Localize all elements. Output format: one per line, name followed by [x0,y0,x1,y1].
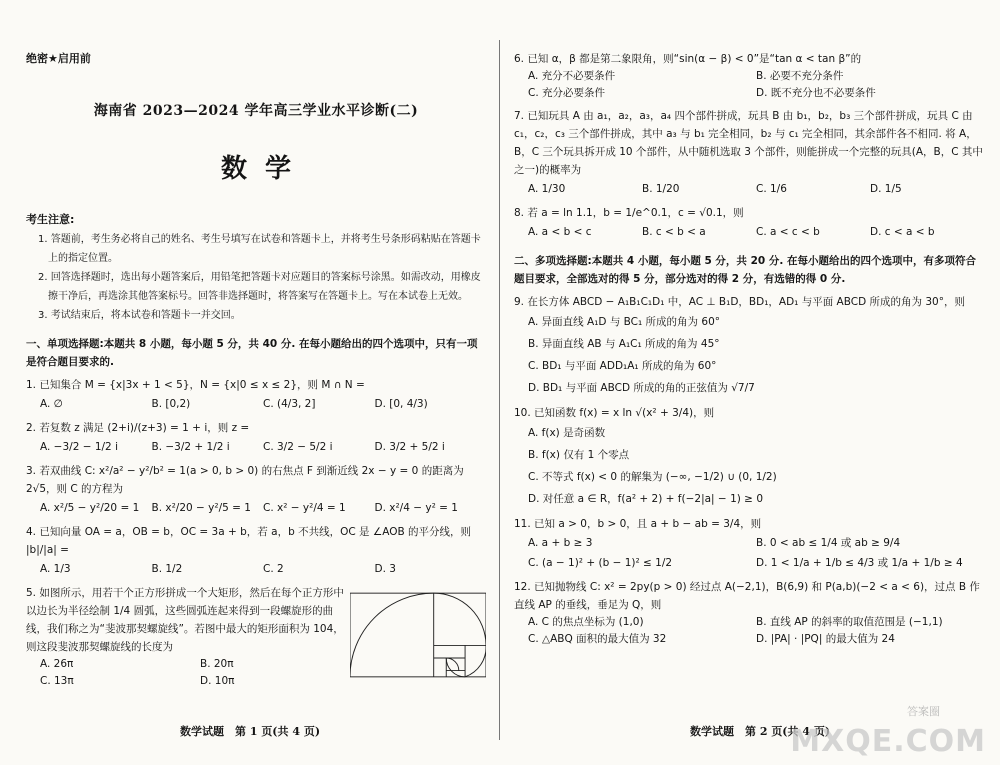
question-stem: 3. 若双曲线 C: x²/a² − y²/b² = 1(a > 0, b > 0) 的右焦点 F 到渐近线 2x − y = 0 的距离为 2√5，则 C 的方程为 [26,465,464,495]
watermark-logo: MXQE.COM [790,724,986,759]
option-a: A. a + b ≥ 3 [528,537,593,549]
confidential-label: 绝密★启用前 [26,52,91,65]
option-d: D. 1/5 [870,183,902,195]
options [26,437,486,457]
option-c: C. 2 [263,563,284,575]
option-c: C. x² − y²/4 = 1 [263,502,346,514]
option-b: B. 20π [200,658,234,670]
option-b: B. 必要不充分条件 [756,70,844,82]
watermark-caption: 答案圈 [907,705,940,718]
option-d: D. 既不充分也不必要条件 [756,87,876,99]
section-multiple-choice: 二、多项选择题:本题共 4 小题，每小题 5 分，共 20 分. 在每小题给出的四个选项中，有多项符合题目要求，全部选对的得 5 分，部分选对的得 2 分，有选错的得 0 分. [514,255,976,285]
options [514,68,984,102]
option-d: D. c < a < b [870,226,935,238]
option-b: B. 0 < ab ≤ 1/4 或 ab ≥ 9/4 [756,537,901,549]
page-footer: 数学试题 第 2 页(共 4 页) [690,725,831,738]
page-2 [500,0,1000,765]
option-c: C. (a − 1)² + (b − 1)² ≤ 1/2 [528,557,673,569]
option-b: B. 直线 AP 的斜率的取值范围是 (−1,1) [756,616,943,628]
option-c: C. △ABQ 面积的最大值为 32 [528,633,667,645]
question-stem: 7. 已知玩具 A 由 a₁，a₂，a₃，a₄ 四个部件拼成，玩具 B 由 b₁，b₂，b₃ 三个部件拼成，玩具 C 由 c₁，c₂，c₃ 三个部件拼成，其中 a₃ 与 b₁ 完全相同，b₂ 与 c₁ 完全相同，其余部件各不相同. 将 A，B，C 三个玩具拆开成 10 个部件，从中随机选取 3 个部件，则能拼成一个完整的玩具(A，B，C 其中之一)的概率为 [514,110,983,176]
option-a: A. f(x) 是奇函数 [528,427,606,439]
question-11 [514,515,984,573]
option-d: D. 10π [200,675,235,687]
option-b: B. c < b < a [642,226,706,238]
options [26,394,486,414]
option-a: A. a < b < c [528,226,592,238]
options [514,179,984,199]
question-7 [514,107,984,199]
question-10 [514,404,984,510]
question-stem: 10. 已知函数 f(x) = x ln √(x² + 3/4)，则 [514,407,715,419]
question-stem: 2. 若复数 z 满足 (2+i)/(z+3) = 1 + i，则 z = [26,422,250,434]
question-stem: 6. 已知 α，β 都是第二象限角，则“sin(α − β) < 0”是“tan α < tan β”的 [514,53,862,65]
question-2 [26,419,486,457]
option-a: A. C 的焦点坐标为 (1,0) [528,616,644,628]
question-stem: 5. 如图所示，用若干个正方形拼成一个大矩形，然后在每个正方形中以边长为半径绘制 1/4 圆弧，这些圆弧连起来得到一段螺旋形的曲线，我们称之为“斐波那契螺旋线”。若图中最大的矩形面积为 104，则这段斐波那契螺旋线的长度为 [26,587,344,653]
question-stem: 1. 已知集合 M = {x|3x + 1 < 5}，N = {x|0 ≤ x ≤ 2}，则 M ∩ N = [26,379,365,391]
option-d: D. 对任意 a ∈ R，f(a² + 2) + f(−2|a| − 1) ≥ 0 [528,493,763,505]
options [514,222,984,242]
question-4 [26,523,486,579]
notice-item: 2. 回答选择题时，选出每小题答案后，用铅笔把答题卡对应题目的答案标号涂黑。如需改动，用橡皮擦干净后，再选涂其他答案标号。回答非选择题时，将答案写在答题卡上。写在本试卷上无效。 [38,272,481,302]
option-a: A. 异面直线 A₁D 与 BC₁ 所成的角为 60° [528,316,721,328]
option-d: D. |PA| · |PQ| 的最大值为 24 [756,633,895,645]
notice-item: 3. 考试结束后，将本试卷和答题卡一并交回。 [38,310,241,321]
exam-title: 海南省 2023—2024 学年高三学业水平诊断(二) [93,103,419,119]
option-c: C. 13π [40,675,74,687]
option-c: C. 充分必要条件 [528,87,606,99]
option-a: A. −3/2 − 1/2 i [40,441,118,453]
option-c: C. (4/3, 2] [263,398,316,410]
option-b: B. 1/20 [642,183,680,195]
section-single-choice: 一、单项选择题:本题共 8 小题，每小题 5 分，共 40 分. 在每小题给出的四个选项中，只有一项是符合题目要求的. [26,338,478,368]
question-12 [514,578,984,648]
options [514,533,984,573]
question-9 [514,293,984,399]
option-b: B. f(x) 仅有 1 个零点 [528,449,630,461]
question-6 [514,50,984,102]
question-1 [26,376,486,414]
option-d: D. 3 [374,563,396,575]
question-5 [26,584,486,690]
question-stem: 12. 已知抛物线 C: x² = 2py(p > 0) 经过点 A(−2,1)，B(6,9) 和 P(a,b)(−2 < a < 6)，过点 B 作直线 AP 的垂线，垂足为 Q，则 [514,581,980,611]
option-c: C. 不等式 f(x) < 0 的解集为 (−∞, −1/2) ∪ (0, 1/2) [528,471,777,483]
option-a: A. 1/3 [40,563,71,575]
notice-item: 1. 答题前，考生务必将自己的姓名、考生号填写在试卷和答题卡上，并将考生号条形码粘贴在答题卡上的指定位置。 [38,234,481,264]
option-c: C. 1/6 [756,183,787,195]
options [26,559,486,579]
option-b: B. x²/20 − y²/5 = 1 [151,502,251,514]
options [26,498,486,518]
option-c: C. BD₁ 与平面 ADD₁A₁ 所成的角为 60° [528,360,717,372]
question-3 [26,462,486,518]
fibonacci-spiral-figure [350,586,486,684]
page-footer: 数学试题 第 1 页(共 4 页) [180,725,321,738]
subject-title: 数学 [220,154,309,184]
question-stem: 8. 若 a = ln 1.1，b = 1/e^0.1，c = √0.1，则 [514,207,744,219]
question-stem: 4. 已知向量 OA = a，OB = b，OC = 3a + b，若 a，b 不共线，OC 是 ∠AOB 的平分线，则 |b|/|a| = [26,526,472,556]
option-d: D. 1 < 1/a + 1/b ≤ 4/3 或 1/a + 1/b ≥ 4 [756,557,963,569]
option-c: C. a < c < b [756,226,820,238]
option-b: B. 异面直线 AB 与 A₁C₁ 所成的角为 45° [528,338,720,350]
option-a: A. ∅ [40,398,63,410]
option-a: A. 26π [40,658,74,670]
option-a: A. 1/30 [528,183,566,195]
notice-title: 考生注意: [26,213,75,226]
option-d: D. 3/2 + 5/2 i [374,441,445,453]
option-d: D. BD₁ 与平面 ABCD 所成的角的正弦值为 √7/7 [528,382,755,394]
option-c: C. 3/2 − 5/2 i [263,441,333,453]
option-b: B. 1/2 [151,563,183,575]
question-stem: 11. 已知 a > 0，b > 0，且 a + b − ab = 3/4，则 [514,518,762,530]
option-b: B. −3/2 + 1/2 i [151,441,230,453]
option-b: B. [0,2) [151,398,191,410]
option-a: A. 充分不必要条件 [528,70,616,82]
options [26,656,360,690]
option-a: A. x²/5 − y²/20 = 1 [40,502,140,514]
question-8 [514,204,984,242]
options [514,614,984,648]
option-d: D. [0, 4/3) [374,398,428,410]
option-d: D. x²/4 − y² = 1 [374,502,458,514]
question-stem: 9. 在长方体 ABCD − A₁B₁C₁D₁ 中，AC ⊥ B₁D，BD₁，AD₁ 与平面 ABCD 所成的角为 30°，则 [514,296,965,308]
